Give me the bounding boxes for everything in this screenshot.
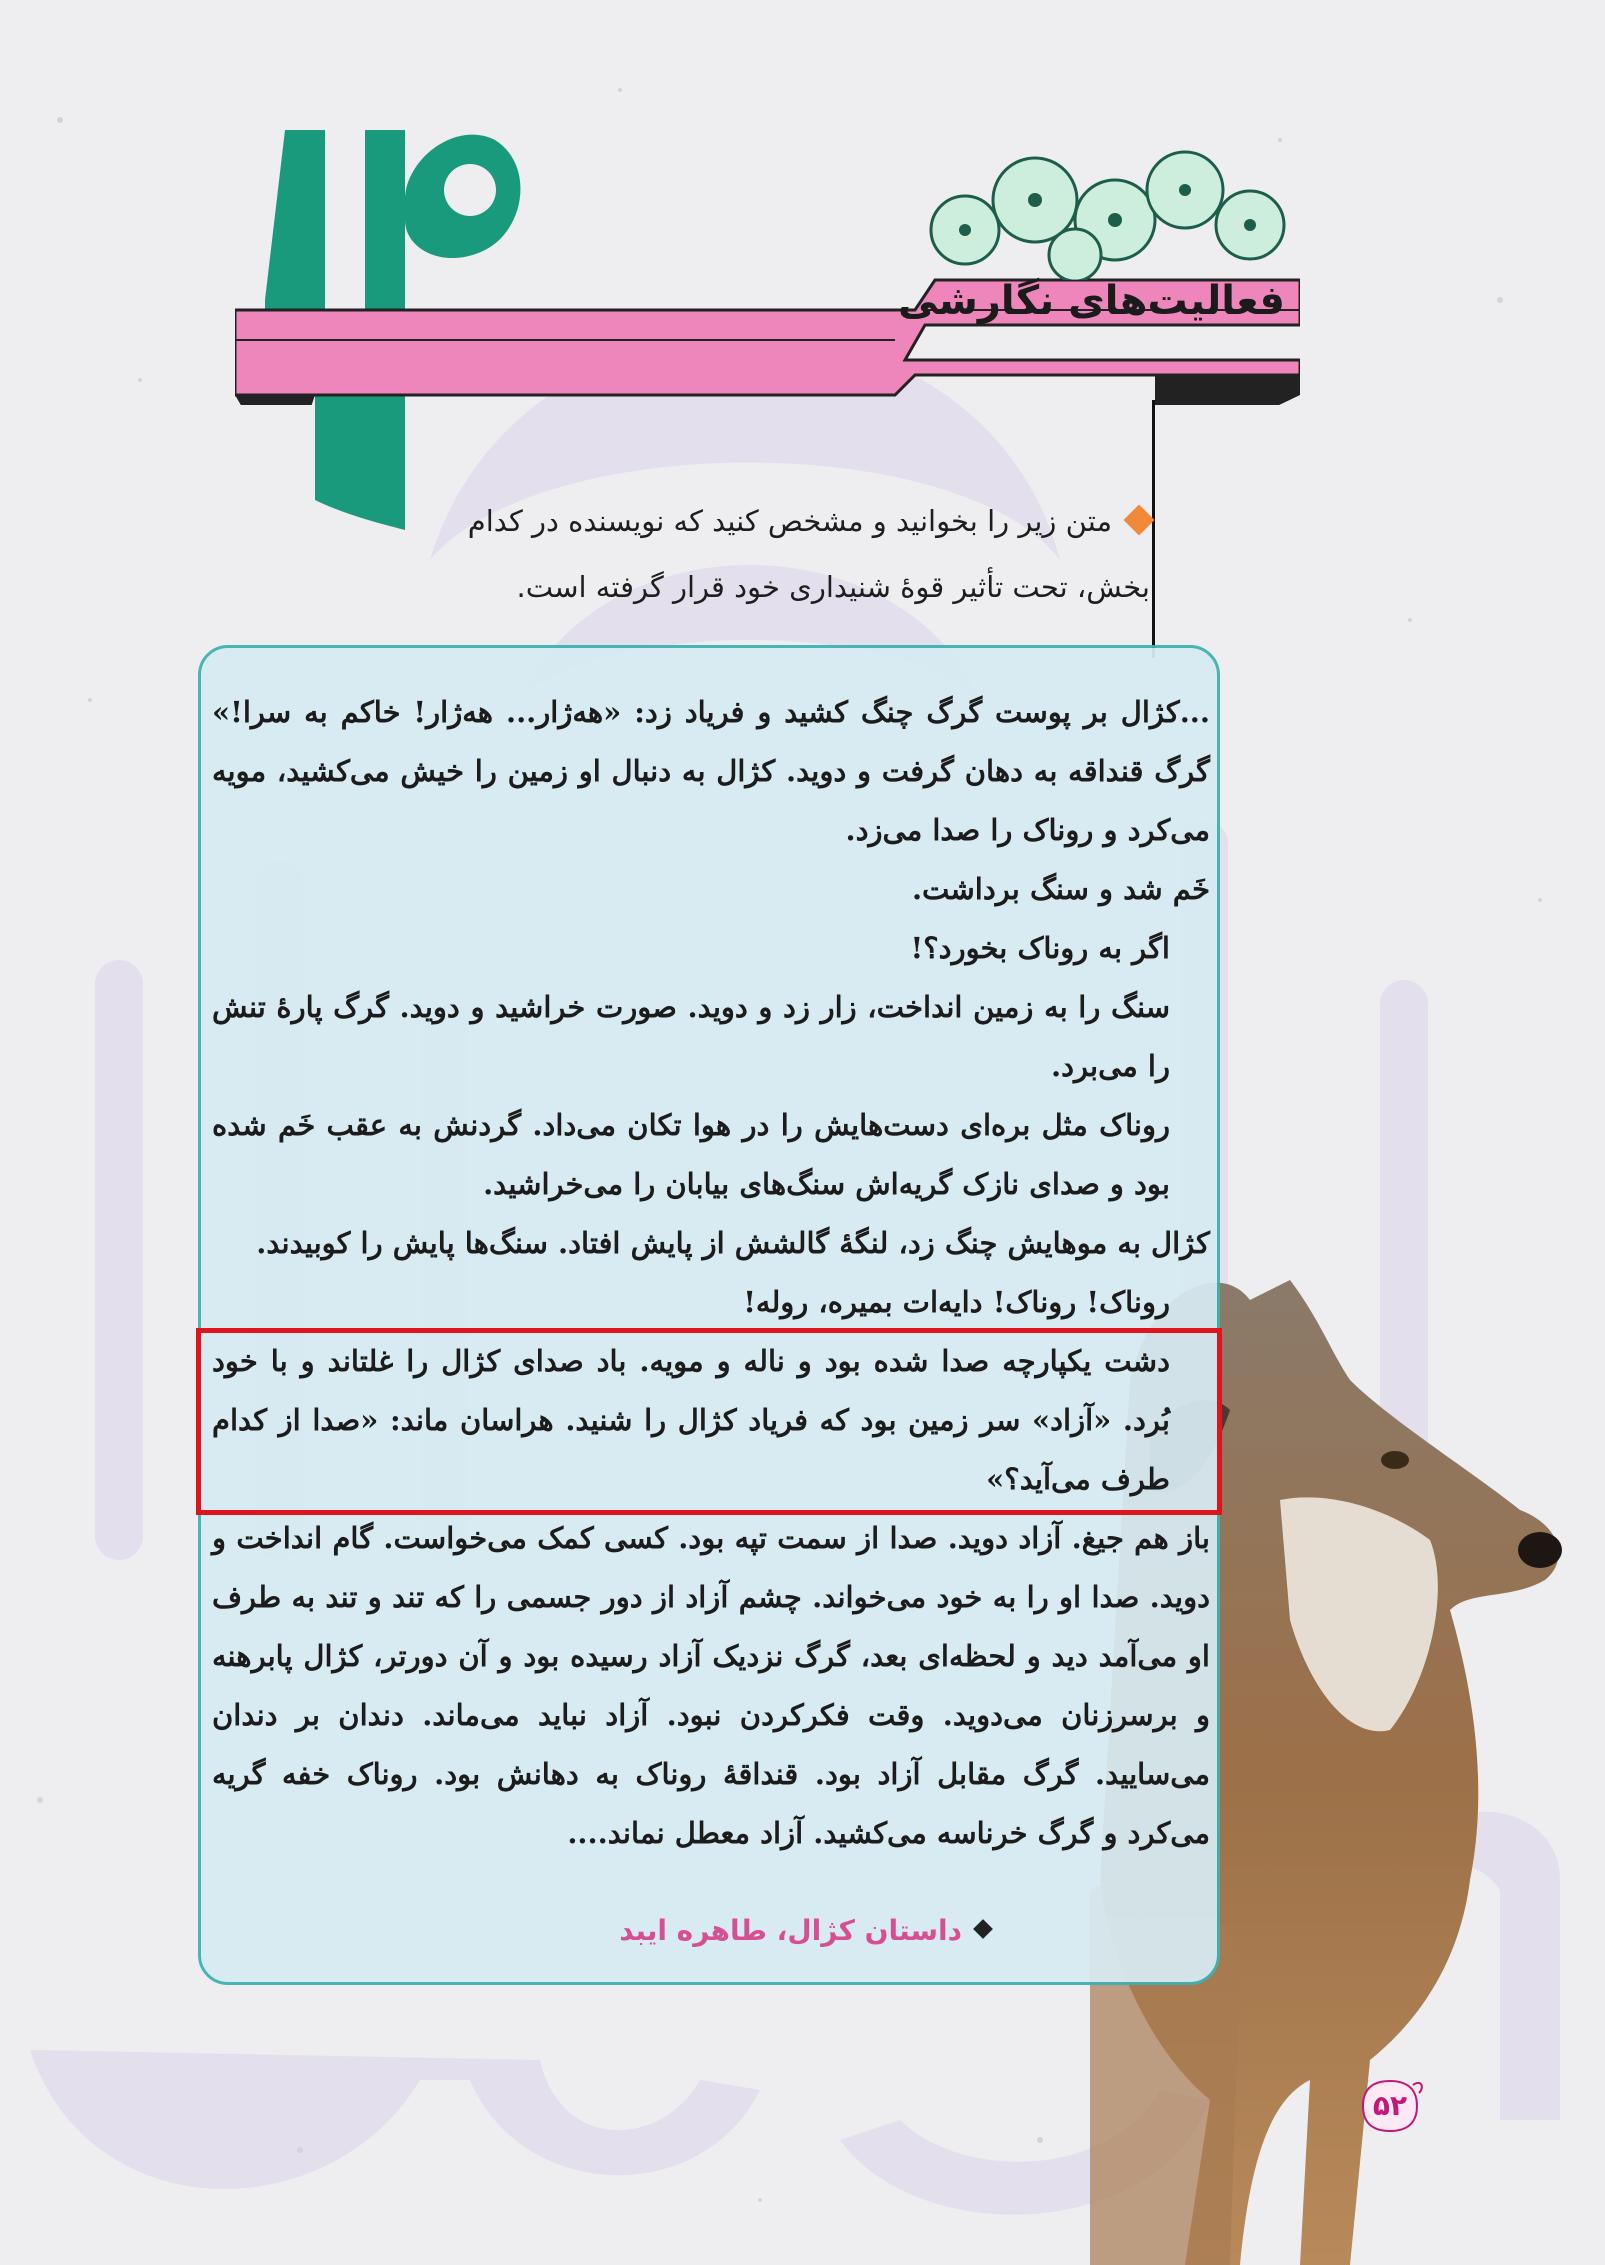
story-paragraph: روناک! روناک! دایه‌ات بمیره، روله! [743, 1285, 1170, 1319]
story-text [212, 683, 1210, 1863]
story-paragraph: روناک مثل بره‌ای دست‌هایش را در هوا تکان می‌داد. گردنش به عقب خَم شده بود و صدای نازک گریه‌اش سنگ‌های بیابان را می‌خراشید. [212, 1108, 1170, 1201]
source-diamond-icon [973, 1919, 993, 1939]
story-paragraph: ...کژال بر پوست گرگ چنگ کشید و فریاد زد: «هه‌ژار... هه‌ژار! خاکم به سرا!» گرگ قنداقه به دهان گرفت و دوید. کژال به دنبال او زمین را خیش می‌کشید، مویه می‌کرد و روناک را صدا می‌زد. [212, 695, 1210, 847]
story-paragraph: باز هم جیغ. آزاد دوید. صدا از سمت تپه بود. کسی کمک می‌خواست. گام انداخت و دوید. صدا او را به خود می‌خواند. چشم آزاد از دور جسمی را که تند و تند به طرف او می‌آمد دید و لحظه‌ای بعد، گرگ نزدیک آزاد رسیده بود و آن دورتر، کژال پابرهنه و برسرزنان می‌دوید. وقت فکرکردن نبود. آزاد نباید می‌ماند. دندان بر دندان می‌سایید. گرگ مقابل آزاد بود. قنداقهٔ روناک به دهانش بود. روناک خفه گریه می‌کرد و گرگ خرناسه می‌کشید. آزاد معطل نماند.... [212, 1521, 1210, 1850]
story-paragraph: اگر به روناک بخورد؟! [910, 931, 1170, 965]
story-paragraph-highlighted: دشت یکپارچه صدا شده بود و ناله و مویه. باد صدای کژال را غلتاند و با خود بُرد. «آزاد» سر زمین بود که فریاد کژال را شنید. هراسان ماند: «صدا از کدام طرف می‌آید؟» [212, 1344, 1170, 1496]
flower-decoration [925, 150, 1295, 280]
story-paragraph: خَم شد و سنگ برداشت. [911, 872, 1210, 906]
bullet-diamond-icon [1123, 504, 1154, 535]
story-paragraph: کژال به موهایش چنگ زد، لنگهٔ گالشش از پایش افتاد. سنگ‌ها پایش را کوبیدند. [256, 1226, 1210, 1260]
activity-instruction [430, 488, 1150, 620]
divider-line [1152, 400, 1155, 658]
page-number-text: ۵۲ [1372, 2089, 1408, 2122]
source-text: داستان کژال، طاهره ایبد [619, 1914, 962, 1947]
page-number [1355, 2075, 1425, 2137]
story-paragraph: سنگ را به زمین انداخت، زار زد و دوید. صورت خراشید و دوید. گرگ پارهٔ تنش را می‌برد. [212, 990, 1170, 1083]
story-source [619, 1914, 990, 1947]
highlight-box [196, 1328, 1222, 1515]
instruction-text: متن زیر را بخوانید و مشخص کنید که نویسنده در کدام بخش، تحت تأثیر قوهٔ شنیداری خود قرار گرفته است. [467, 504, 1150, 604]
chapter-title: فعالیت‌های نگارشی [898, 278, 1285, 324]
